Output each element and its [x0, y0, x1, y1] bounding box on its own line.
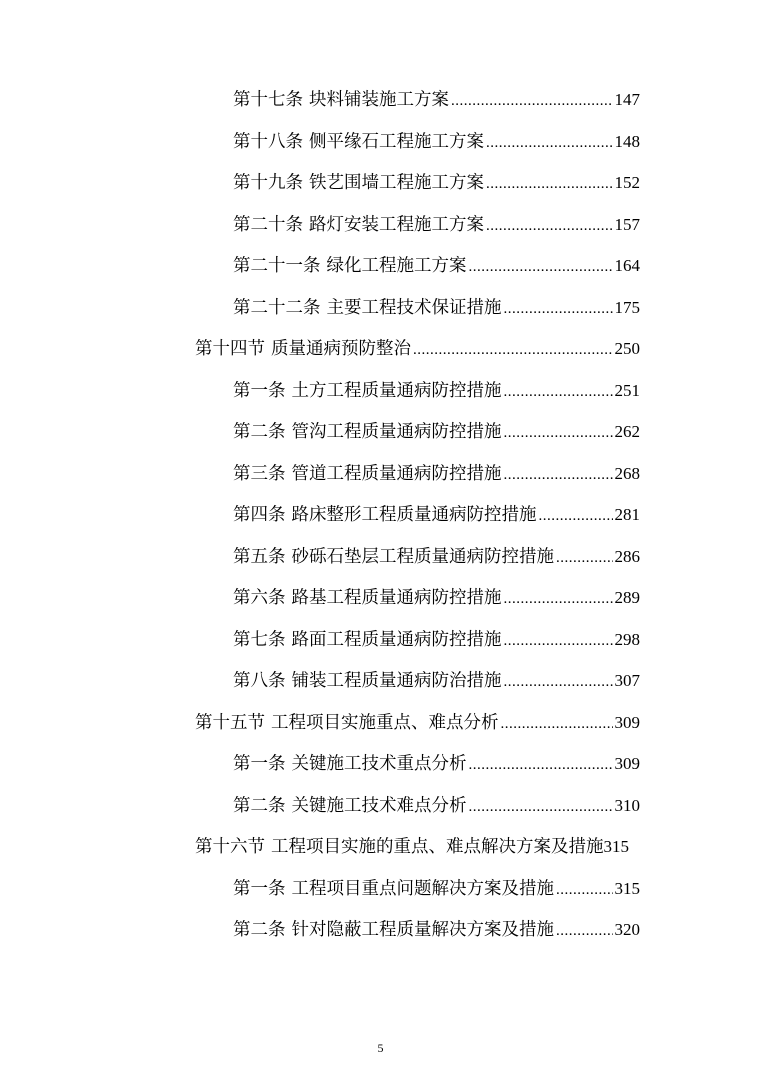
toc-entry-title: 铺装工程质量通病防治措施 [291, 671, 502, 691]
toc-leader-dots [504, 670, 613, 694]
toc-entry-number: 第十四节 [195, 339, 265, 359]
toc-entry-page: 309 [614, 754, 640, 773]
toc-entry-page: 315 [603, 837, 629, 856]
toc-entry-title: 路床整形工程质量通病防控措施 [291, 505, 537, 525]
toc-entry[interactable] [233, 918, 640, 943]
toc-leader-dots [504, 421, 613, 445]
toc-entry-page: 286 [614, 546, 640, 566]
toc-entry-page: 310 [614, 795, 640, 815]
toc-entry-number: 第六条 [233, 588, 286, 608]
toc-entry[interactable] [233, 877, 640, 902]
toc-entry[interactable] [233, 586, 640, 611]
toc-entry-page: 262 [614, 422, 640, 441]
toc-entry-page: 298 [614, 629, 640, 649]
toc-section-entry[interactable] [195, 337, 640, 362]
toc-entry-title: 管沟工程质量通病防控措施 [291, 422, 502, 442]
toc-leader-dots [556, 546, 613, 570]
toc-entry-title: 关键施工技术难点分析 [291, 795, 467, 816]
toc-entry-number: 第一条 [233, 878, 286, 899]
toc-leader-dots [486, 214, 613, 238]
toc-entry-number: 第八条 [233, 671, 286, 691]
toc-entry-number: 第二十条 [233, 214, 303, 235]
toc-entry-page: 281 [614, 505, 640, 524]
toc-entry-number: 第四条 [233, 505, 286, 525]
toc-leader-dots [539, 504, 613, 528]
toc-entry-number: 第十九条 [233, 173, 303, 193]
toc-leader-dots [486, 172, 613, 196]
toc-entry-number: 第七条 [233, 629, 286, 650]
toc-entry-page: 309 [614, 712, 640, 732]
toc-entry-title: 铁艺围墙工程施工方案 [309, 173, 484, 193]
toc-entry-page: 251 [614, 380, 640, 400]
toc-entry-page: 289 [614, 588, 640, 607]
toc-entry-title: 关键施工技术重点分析 [291, 754, 467, 774]
toc-entry-title: 工程项目重点问题解决方案及措施 [291, 878, 554, 899]
toc-entry-page: 157 [614, 214, 640, 234]
toc-entry-title: 针对隐蔽工程质量解决方案及措施 [291, 920, 554, 940]
toc-leader-dots [469, 795, 613, 819]
toc-entry[interactable] [233, 254, 640, 279]
toc-entry[interactable] [233, 379, 640, 404]
toc-leader-dots [501, 712, 613, 736]
toc-entry[interactable] [233, 296, 640, 321]
toc-entry-title: 土方工程质量通病防控措施 [291, 380, 502, 401]
toc-entry[interactable] [233, 794, 640, 819]
toc-leader-dots [504, 297, 613, 321]
toc-entry-title: 块料铺装施工方案 [309, 90, 449, 110]
toc-entry-title: 侧平缘石工程施工方案 [309, 131, 484, 152]
toc-leader-dots [504, 463, 613, 487]
toc-entry-title: 路面工程质量通病防控措施 [291, 629, 502, 650]
toc-entry-title: 主要工程技术保证措施 [326, 297, 502, 318]
toc-leader-dots [413, 338, 613, 362]
toc-entry-number: 第一条 [233, 754, 286, 774]
toc-entry-title: 路灯安装工程施工方案 [309, 214, 484, 235]
toc-entry-number: 第十七条 [233, 90, 303, 110]
toc-section-entry[interactable] [195, 835, 640, 859]
toc-leader-dots [486, 131, 613, 155]
toc-entry-page: 320 [614, 920, 640, 939]
toc-entry-number: 第五条 [233, 546, 286, 567]
toc-leader-dots [469, 255, 613, 279]
toc-leader-dots [504, 587, 613, 611]
toc-entry-number: 第二条 [233, 795, 286, 816]
toc-entry[interactable] [233, 130, 640, 155]
toc-entry-title: 砂砾石垫层工程质量通病防控措施 [291, 546, 554, 567]
toc-entry[interactable] [233, 213, 640, 238]
toc-leader-dots [469, 753, 613, 777]
toc-entry-number: 第十五节 [195, 712, 265, 733]
toc-entry[interactable] [233, 752, 640, 777]
toc-entry[interactable] [233, 503, 640, 528]
toc-entry[interactable] [233, 628, 640, 653]
toc-entry-page: 147 [614, 90, 640, 109]
toc-entry[interactable] [233, 462, 640, 487]
toc-entry[interactable] [233, 545, 640, 570]
toc-entry-title: 路基工程质量通病防控措施 [291, 588, 502, 608]
toc-entry-title: 管道工程质量通病防控措施 [291, 463, 502, 484]
toc-entry-number: 第三条 [233, 463, 286, 484]
toc-entry[interactable] [233, 669, 640, 694]
toc-entry-number: 第二条 [233, 920, 286, 940]
toc-leader-dots [556, 919, 613, 943]
toc-entry-number: 第二十二条 [233, 297, 321, 318]
toc-entry-title: 绿化工程施工方案 [326, 256, 467, 276]
toc-entry-page: 315 [614, 878, 640, 898]
toc-entry-title: 工程项目实施重点、难点分析 [271, 712, 499, 733]
toc-entry-number: 第十六节 [195, 837, 265, 857]
toc-entry-number: 第二条 [233, 422, 286, 442]
toc-leader-dots [451, 89, 613, 113]
toc-entry-page: 164 [614, 256, 640, 275]
toc-section-entry[interactable] [195, 711, 640, 736]
toc-leader-dots [504, 380, 613, 404]
toc-entry-page: 250 [614, 339, 640, 358]
toc-leader-dots [504, 629, 613, 653]
toc-leader-dots [556, 878, 613, 902]
toc-entry-page: 148 [614, 131, 640, 151]
toc-entry[interactable] [233, 171, 640, 196]
toc-entry-page: 268 [614, 463, 640, 483]
toc-entry-title: 工程项目实施的重点、难点解决方案及措施 [271, 837, 604, 857]
toc-entry-number: 第一条 [233, 380, 286, 401]
toc-entry-number: 第十八条 [233, 131, 303, 152]
toc-entry[interactable] [233, 88, 640, 113]
toc-entry-number: 第二十一条 [233, 256, 321, 276]
toc-entry[interactable] [233, 420, 640, 445]
toc-entry-page: 152 [614, 173, 640, 192]
toc-entry-title: 质量通病预防整治 [271, 339, 411, 359]
toc-entry-page: 175 [614, 297, 640, 317]
page-number: 5 [377, 1041, 384, 1055]
toc-entry-page: 307 [614, 671, 640, 690]
